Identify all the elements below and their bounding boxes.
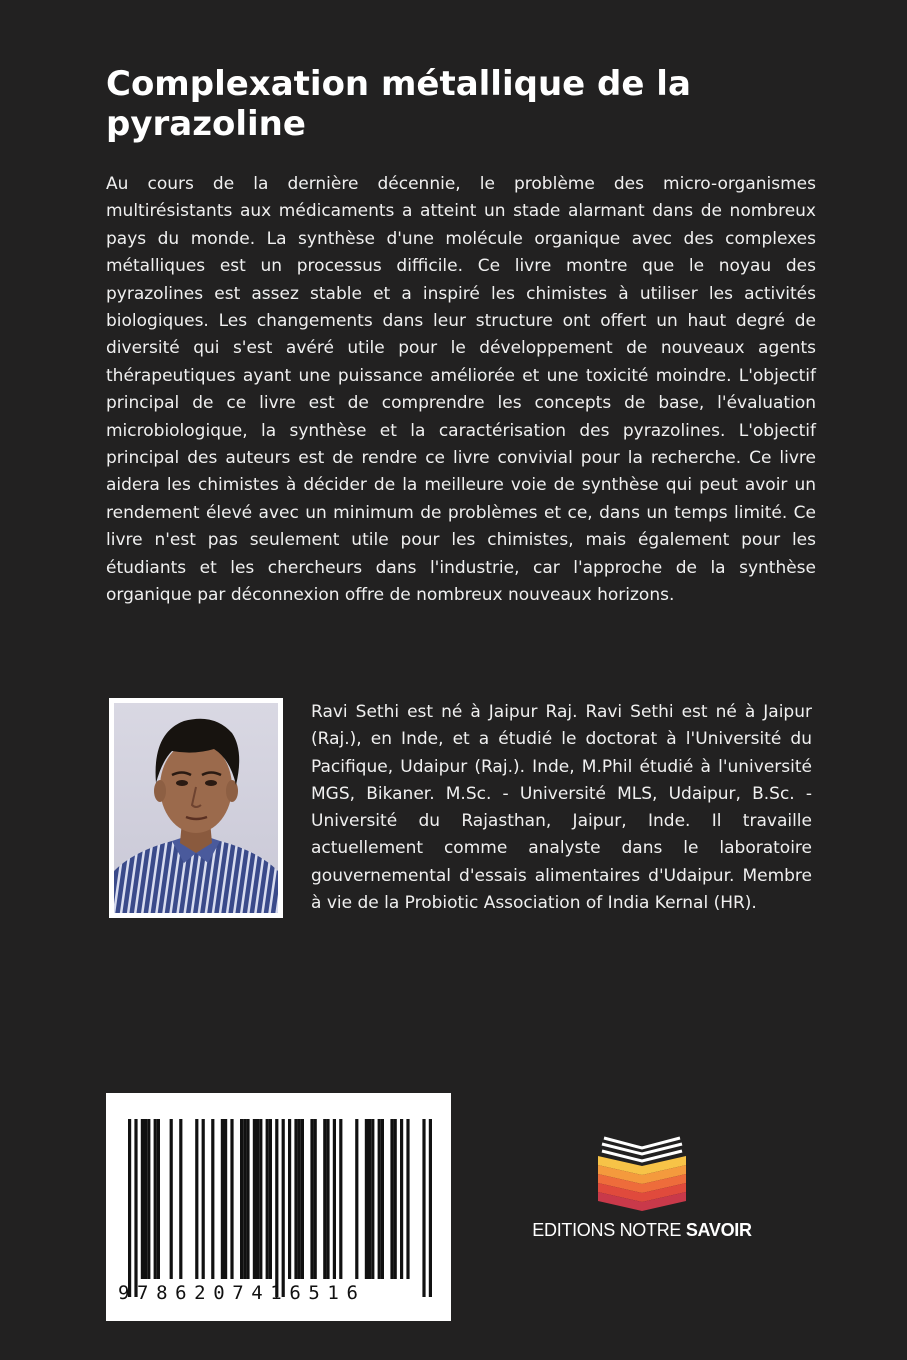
- barcode-bar: [429, 1119, 432, 1297]
- barcode-bar: [134, 1119, 137, 1297]
- barcode-bar: [371, 1119, 374, 1279]
- barcode-bar: [394, 1119, 397, 1279]
- barcode-bar: [326, 1119, 329, 1279]
- barcode-bar: [266, 1119, 269, 1279]
- isbn-digits: 9786207416516: [118, 1282, 366, 1304]
- barcode-bar: [141, 1119, 144, 1279]
- barcode-bar: [378, 1119, 381, 1279]
- barcode-bar: [298, 1119, 301, 1279]
- barcode-bar: [368, 1119, 371, 1279]
- barcode-bar: [381, 1119, 384, 1279]
- barcode-bar: [390, 1119, 393, 1279]
- barcode-bar: [221, 1119, 224, 1279]
- barcode-bar: [170, 1119, 173, 1279]
- barcode-bar: [240, 1119, 243, 1279]
- barcode-bar: [365, 1119, 368, 1279]
- barcode-bar: [230, 1119, 233, 1279]
- barcode-bar: [288, 1119, 291, 1279]
- barcode-bar: [314, 1119, 317, 1279]
- publisher-logo: [520, 1130, 764, 1250]
- book-stack-icon: [520, 1130, 764, 1216]
- barcode-bar: [323, 1119, 326, 1279]
- barcode-bar: [243, 1119, 246, 1279]
- barcode-bar: [128, 1119, 131, 1297]
- barcode-bar: [224, 1119, 227, 1279]
- barcode-bar: [202, 1119, 205, 1279]
- barcode-bar: [253, 1119, 256, 1279]
- barcode-bar: [179, 1119, 182, 1279]
- barcode-bar: [355, 1119, 358, 1279]
- author-photo-frame: [109, 698, 283, 918]
- barcode-bar: [256, 1119, 259, 1279]
- barcode-bar: [246, 1119, 249, 1279]
- author-photo: [114, 703, 278, 913]
- barcode-bar: [259, 1119, 262, 1279]
- barcode-bar: [157, 1119, 160, 1279]
- publisher-name: EDITIONS NOTRE SAVOIR: [532, 1220, 752, 1240]
- isbn-barcode: [106, 1093, 451, 1321]
- book-synopsis: Au cours de la dernière décennie, le problème des micro-organismes multirésistants aux médicaments a atteint un stade alarmant dans de nombreux pays du monde. La synthèse d'une molécule organique avec des complexes métalliques est un processus difficile. Ce livre montre que le noyau des pyrazolines est assez stable et a inspiré les chimistes à utiliser les activités biologiques. Les changements dans leur structure ont offert un haut degré de diversité qui s'est avéré utile pour le développement de nouveaux agents thérapeutiques ayant une puissance améliorée et une toxicité moindre. L'objectif principal de ce livre est de comprendre les concepts de base, l'évaluation microbiologique, la synthèse et la caractérisation des pyrazolines. L'objectif principal des auteurs est de rendre ce livre convivial pour la recherche. Ce livre aidera les chimistes à décider de la meilleure voie de synthèse qui peut avoir un rendement élevé avec un minimum de problèmes et ce, dans un temps limité. Ce livre n'est pas seulement utile pour les chimistes, mais également pour les étudiants et les chercheurs dans l'industrie, car l'approche de la synthèse organique par déconnexion offre de nombreux nouveaux horizons.: [106, 174, 816, 606]
- barcode-bar: [144, 1119, 147, 1279]
- barcode-bar: [310, 1119, 313, 1279]
- barcode-bar: [154, 1119, 157, 1279]
- barcode-bar: [147, 1119, 150, 1279]
- barcode-bar: [406, 1119, 409, 1279]
- barcode-bar: [282, 1119, 285, 1297]
- barcode-bar: [301, 1119, 304, 1279]
- barcode-bar: [422, 1119, 425, 1297]
- barcode-bar: [275, 1119, 278, 1297]
- barcode-bar: [400, 1119, 403, 1279]
- barcode-bar: [333, 1119, 336, 1279]
- barcode-bar: [211, 1119, 214, 1279]
- barcode-bar: [269, 1119, 272, 1279]
- barcode-bar: [294, 1119, 297, 1279]
- barcode-bar: [195, 1119, 198, 1279]
- barcode-bar: [339, 1119, 342, 1279]
- book-title: Complexation métallique de la pyrazoline: [106, 64, 691, 144]
- author-bio: Ravi Sethi est né à Jaipur Raj. Ravi Sethi est né à Jaipur (Raj.), en Inde, et a étudié le doctorat à l'Université du Pacifique, Udaipur (Raj.). Inde, M.Phil étudié à l'université MGS, Bikaner. M.Sc. - Université MLS, Udaipur, B.Sc. - Université du Rajasthan, Jaipur, Inde. Il travaille actuellement comme analyste dans le laboratoire gouvernemental d'essais alimentaires d'Udaipur. Membre à vie de la Probiotic Association of India Kernal (HR).: [311, 702, 812, 914]
